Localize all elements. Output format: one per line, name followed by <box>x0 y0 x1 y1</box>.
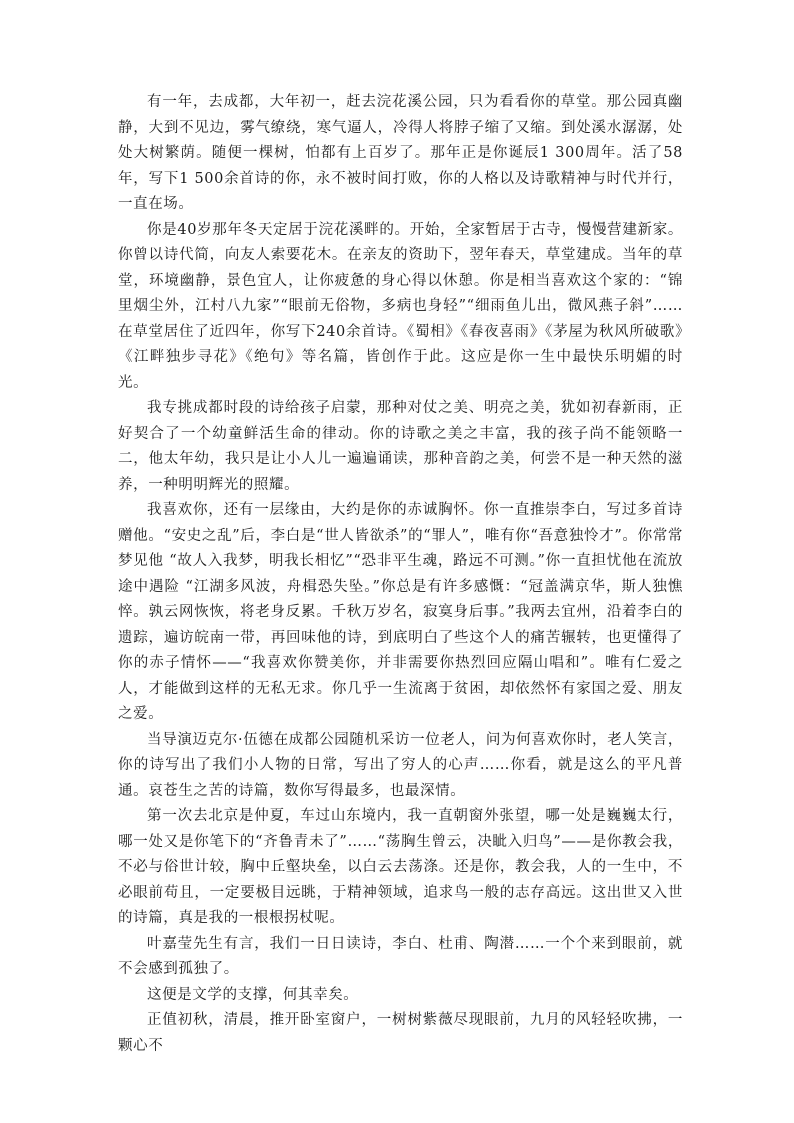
paragraph-2: 你是40岁那年冬天定居于浣花溪畔的。开始，全家暂居于古寺，慢慢营建新家。你曾以诗代简，向友人索要花木。在亲友的资助下，翌年春天，草堂建成。当年的草堂，环境幽静，景色宜人，让你疲惫的身心得以休憩。你是相当喜欢这个家的：“锦里烟尘外，江村八九家”“眼前无俗物，多病也身轻”“细雨鱼儿出，微风燕子斜”……在草堂居住了近四年，你写下240余首诗。《蜀相》《春夜喜雨》《茅屋为秋风所破歌》《江畔独步寻花》《绝句》等名篇，皆创作于此。这应是你一生中最快乐明媚的时光。 <box>118 221 683 391</box>
paragraph-8: 这便是文学的支撑，何其幸矣。 <box>147 986 359 1003</box>
article-body <box>118 90 683 1059</box>
paragraph-3: 我专挑成都时段的诗给孩子启蒙，那种对仗之美、明亮之美，犹如初春新雨，正好契合了一个幼童鲜活生命的律动。你的诗歌之美之丰富，我的孩子尚不能领略一二，他太年幼，我只是让小人儿一遍遍诵读，那种音韵之美，何尝不是一种天然的滋养，一种明明辉光的照耀。 <box>118 400 683 493</box>
paragraph-4: 我喜欢你，还有一层缘由，大约是你的赤诚胸怀。你一直推崇李白，写过多首诗赠他。“安史之乱”后，李白是“世人皆欲杀”的“罪人”，唯有你“吾意独怜才”。你常常梦见他 “故人入我梦，明我长相忆”“恐非平生魂，路远不可测。”你一直担忧他在流放途中遇险 “江湖多风波，舟楫恐失坠。”你总是有许多感慨：“冠盖满京华，斯人独憔悴。孰云网恢恢，将老身反累。千秋万岁名，寂寞身后事。”我两去宜州，沿着李白的遗踪，遍访皖南一带，再回味他的诗，到底明白了些这个人的痛苦辗转，也更懂得了你的赤子情怀——“我喜欢你赞美你，并非需要你热烈回应隔山唱和”。唯有仁爱之人，才能做到这样的无私无求。你几乎一生流离于贫困，却依然怀有家国之爱、朋友之爱。 <box>118 502 683 722</box>
paragraph-7: 叶嘉莹先生有言，我们一日日读诗，李白、杜甫、陶潜……一个个来到眼前，就不会感到孤独了。 <box>118 935 683 977</box>
paragraph-5: 当导演迈克尔·伍德在成都公园随机采访一位老人，问为何喜欢你时，老人笑言，你的诗写出了我们小人物的日常，写出了穷人的心声……你看，就是这么的平凡普通。哀苍生之苦的诗篇，数你写得最多，也最深情。 <box>118 731 683 799</box>
paragraph-6: 第一次去北京是仲夏，车过山东境内，我一直朝窗外张望，哪一处是巍巍太行，哪一处又是你笔下的“齐鲁青未了”……“荡胸生曾云，决眦入归鸟”——是你教会我，不必与俗世计较，胸中丘壑块垒，以白云去荡涤。还是你，教会我，人的一生中，不必眼前苟且，一定要极目远眺，于精神领域，追求鸟一般的志存高远。这出世又入世的诗篇，真是我的一根根拐杖呢。 <box>118 808 683 926</box>
paragraph-9: 正值初秋，清晨，推开卧室窗户，一树树紫薇尽现眼前，九月的风轻轻吹拂，一颗心不 <box>118 1012 683 1054</box>
paragraph-1: 有一年，去成都，大年初一，赶去浣花溪公园，只为看看你的草堂。那公园真幽静，大到不见边，雾气缭绕，寒气逼人，冷得人将脖子缩了又缩。到处溪水潺潺，处处大树繁荫。随便一棵树，怕都有上百岁了。那年正是你诞辰1 300周年。活了58年，写下1 500余首诗的你，永不被时间打败，你的人格以及诗歌精神与时代并行，一直在场。 <box>118 94 683 212</box>
